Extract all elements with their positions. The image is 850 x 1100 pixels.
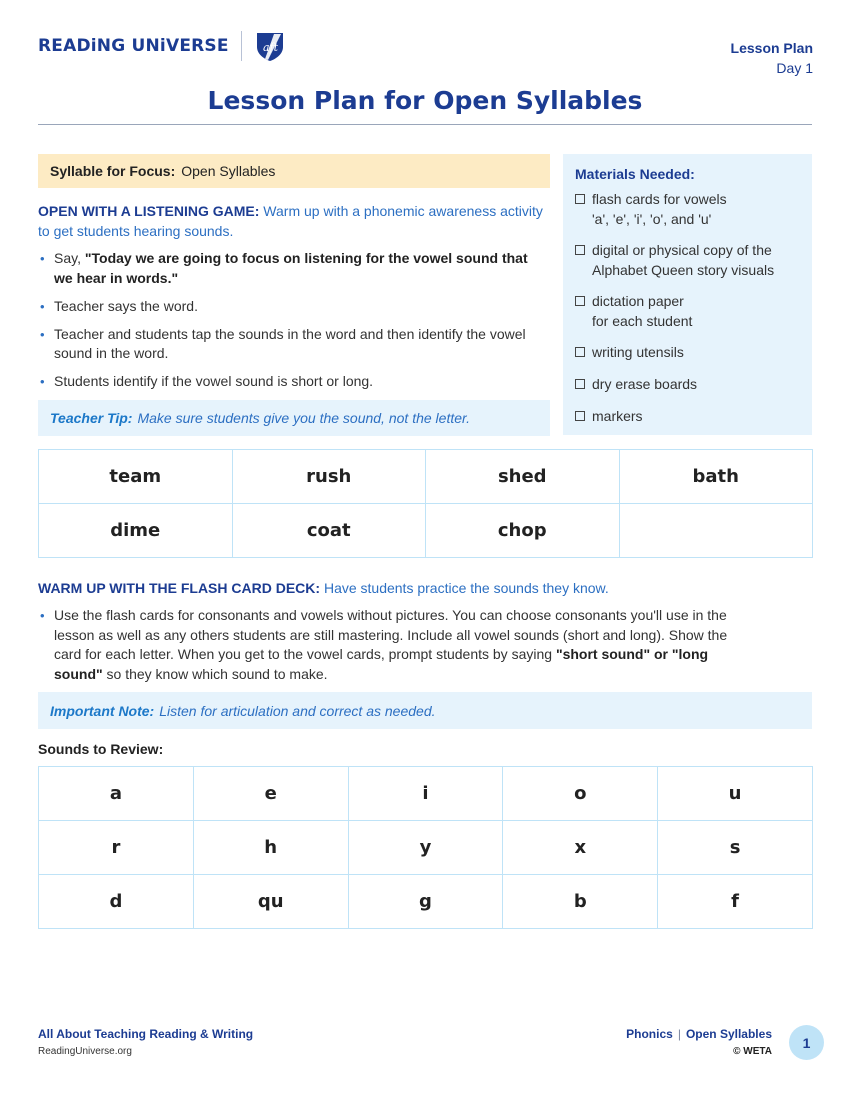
listening-intro: Warm up with a phonemic awareness activity to get students hearing sounds.: [38, 203, 543, 239]
breadcrumb-phonics[interactable]: Phonics: [626, 1027, 673, 1041]
material-item: [575, 241, 800, 280]
listening-game-heading: [38, 201, 550, 241]
table-row: [39, 767, 813, 821]
checkbox[interactable]: [575, 347, 585, 357]
word-cell: [619, 504, 813, 558]
warmup-end: so they know which sound to make.: [106, 665, 328, 682]
say-prefix: Say,: [54, 250, 81, 266]
word-cell: bath: [619, 450, 813, 504]
footer-right: [626, 1025, 772, 1061]
materials-heading: Materials Needed:: [575, 166, 695, 182]
sound-cell: e: [193, 767, 348, 821]
material-item: [575, 343, 800, 363]
material-item: [575, 375, 800, 395]
aft-shield-icon: [254, 30, 286, 62]
important-note-text: Listen for articulation and correct as needed.: [159, 702, 436, 719]
word-cell: shed: [426, 450, 620, 504]
sound-cell: r: [39, 821, 194, 875]
word-cell: coat: [232, 504, 426, 558]
sound-cell: i: [348, 767, 503, 821]
footer-breadcrumb: [626, 1025, 772, 1043]
sound-cell: x: [503, 821, 658, 875]
title-divider: [38, 124, 812, 125]
teacher-tip-label: Teacher Tip:: [50, 410, 133, 426]
warmup-intro: Have students practice the sounds they know.: [323, 580, 609, 596]
sound-cell: qu: [193, 875, 348, 929]
aft-logo-text: aft: [262, 41, 278, 54]
material-text: markers: [592, 408, 643, 424]
table-row: [39, 875, 813, 929]
list-item: • Teacher and students tap the sounds in the word and then identify the vowel sound in the word.: [38, 325, 550, 364]
sound-cell: b: [503, 875, 658, 929]
sound-cell: a: [39, 767, 194, 821]
sound-cell: s: [658, 821, 813, 875]
list-item: [38, 249, 550, 288]
sounds-grid: [38, 766, 813, 929]
checkbox[interactable]: [575, 296, 585, 306]
word-cell: rush: [232, 450, 426, 504]
important-note-label: Important Note:: [50, 702, 155, 719]
material-text: dry erase boards: [592, 376, 698, 392]
sounds-heading: Sounds to Review:: [38, 741, 164, 757]
list-item: [38, 606, 758, 684]
reading-universe-logo: [38, 30, 286, 62]
table-row: [39, 504, 813, 558]
sound-cell: h: [193, 821, 348, 875]
doc-type-label: Lesson Plan: [730, 40, 813, 56]
table-row: [39, 821, 813, 875]
sound-cell: d: [39, 875, 194, 929]
syllable-focus-bar: [38, 154, 550, 188]
important-note: [38, 692, 812, 729]
footer-left: [38, 1025, 253, 1061]
word-cell: team: [39, 450, 233, 504]
footer-series: All About Teaching Reading & Writing: [38, 1027, 254, 1041]
word-cell: dime: [39, 504, 233, 558]
word-grid: [38, 449, 813, 558]
teacher-tip: [38, 400, 550, 436]
focus-label: Syllable for Focus:: [50, 163, 176, 179]
checkbox[interactable]: [575, 411, 585, 421]
checkbox[interactable]: [575, 379, 585, 389]
sound-cell: f: [658, 875, 813, 929]
flash-card-steps: [38, 606, 758, 684]
breadcrumb-separator: |: [677, 1027, 681, 1041]
table-row: [39, 450, 813, 504]
warmup-bold: "short sound" or "long sound": [54, 646, 709, 682]
day-label: Day 1: [776, 60, 813, 76]
warmup-lead: WARM UP WITH THE FLASH CARD DECK:: [38, 580, 321, 596]
checkbox[interactable]: [575, 245, 585, 255]
sound-cell: g: [348, 875, 503, 929]
list-item: • Students identify if the vowel sound is short or long.: [38, 372, 550, 392]
material-text: writing utensils: [592, 344, 684, 360]
listening-lead: OPEN WITH A LISTENING GAME:: [38, 203, 260, 219]
material-text: flash cards for vowels 'a', 'e', 'i', 'o', and 'u': [592, 191, 727, 227]
material-text: digital or physical copy of the Alphabet Queen story visuals: [592, 242, 775, 278]
material-text: dictation paper for each student: [592, 293, 693, 329]
list-item: • Teacher says the word.: [38, 297, 550, 317]
listening-steps: [38, 249, 550, 400]
page-title: Lesson Plan for Open Syllables: [207, 86, 643, 115]
copyright: © WETA: [733, 1046, 772, 1057]
materials-panel: [563, 154, 812, 435]
sound-cell: y: [348, 821, 503, 875]
material-item: [575, 407, 800, 427]
material-item: [575, 292, 800, 331]
sound-cell: o: [503, 767, 658, 821]
warmup-text: Use the flash cards for consonants and vowels without pictures. You can choose consonants you'll use in the lesson as well as any others students are still mastering. Include all vowel sounds (short and long). Show the card for each letter. When you get to the vowel cards, prompt students by saying: [54, 607, 728, 662]
teacher-tip-text: Make sure students give you the sound, not the letter.: [137, 410, 471, 426]
footer-site-link[interactable]: ReadingUniverse.org: [38, 1046, 132, 1057]
focus-value: Open Syllables: [181, 163, 276, 179]
brand-name: READiNG UNiVERSE: [38, 36, 229, 56]
flash-card-heading: [38, 578, 812, 598]
word-cell: chop: [426, 504, 620, 558]
logo-divider: [241, 31, 242, 61]
page-number-badge: 1: [789, 1025, 824, 1060]
sound-cell: u: [658, 767, 813, 821]
document-type: [731, 38, 813, 78]
breadcrumb-open-syllables[interactable]: Open Syllables: [685, 1027, 772, 1041]
say-quote: "Today we are going to focus on listening for the vowel sound that we hear in words.": [54, 250, 528, 286]
material-item: [575, 190, 800, 229]
checkbox[interactable]: [575, 194, 585, 204]
